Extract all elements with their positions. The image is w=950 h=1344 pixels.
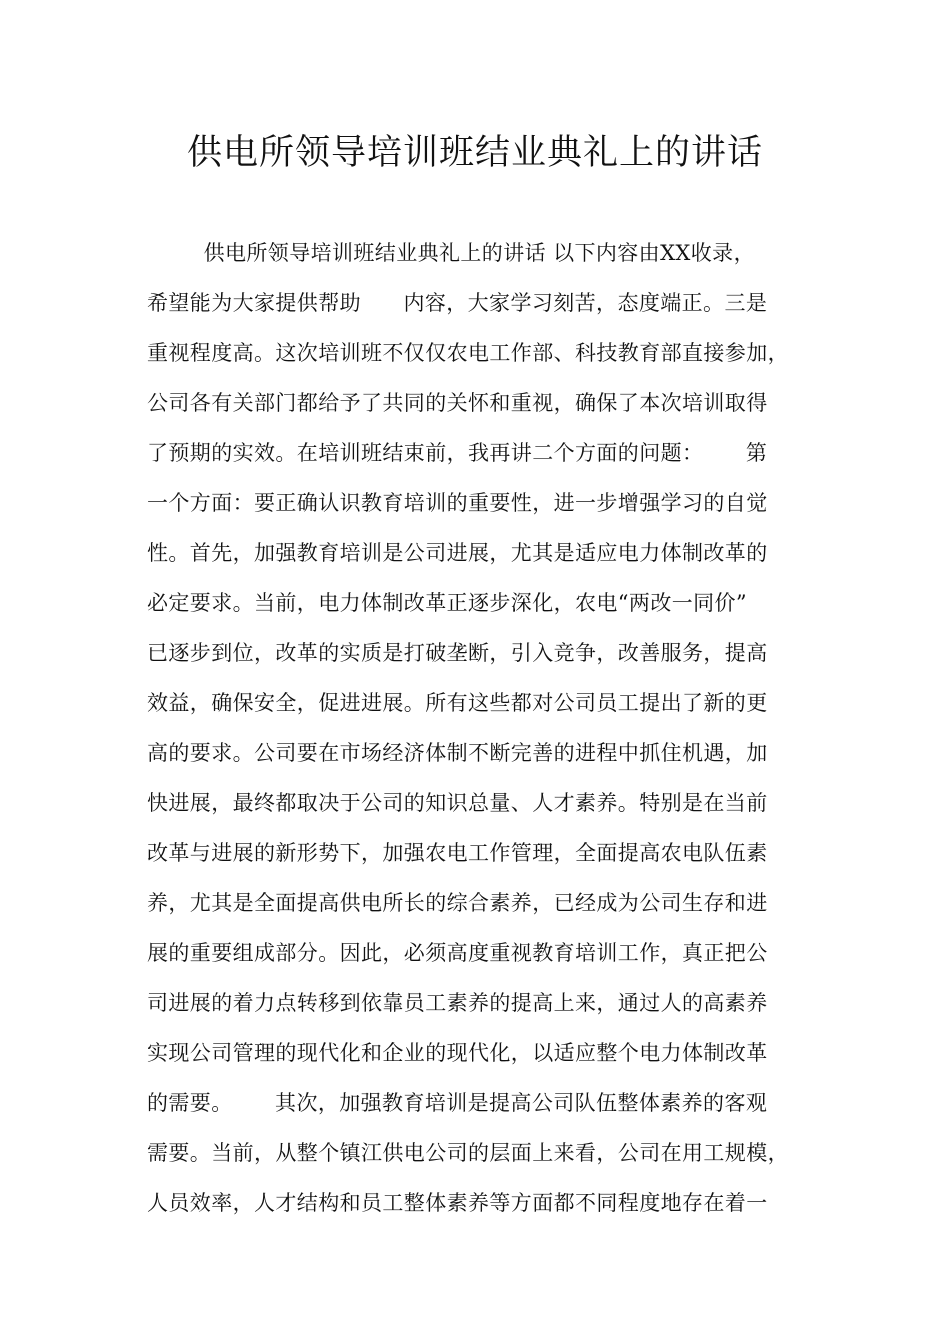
body-text-line: 改革与进展的新形势下，加强农电工作管理，全面提高农电队伍素 — [147, 841, 768, 865]
body-text-line: 了预期的实效。在培训班结束前，我再讲二个方面的问题： 第 — [147, 441, 768, 465]
document-title: 供电所领导培训班结业典礼上的讲话 — [186, 133, 763, 173]
body-text-line: 供电所领导培训班结业典礼上的讲话 以下内容由XX收录， — [147, 241, 755, 265]
body-text-line: 希望能为大家提供帮助 内容，大家学习刻苦，态度端正。三是 — [147, 291, 768, 315]
body-text-line: 实现公司管理的现代化和企业的现代化，以适应整个电力体制改革 — [147, 1041, 768, 1065]
body-text-line: 一个方面：要正确认识教育培训的重要性，进一步增强学习的自觉 — [147, 491, 768, 515]
body-text-line: 的需要。 其次，加强教育培训是提高公司队伍整体素养的客观 — [147, 1091, 768, 1115]
body-text-line: 养，尤其是全面提高供电所长的综合素养，已经成为公司生存和进 — [147, 891, 768, 915]
body-text-line: 重视程度高。这次培训班不仅仅农电工作部、科技教育部直接参加， — [147, 341, 789, 365]
body-text-line: 公司各有关部门都给予了共同的关怀和重视，确保了本次培训取得 — [147, 391, 768, 415]
body-text-line: 高的要求。公司要在市场经济体制不断完善的进程中抓住机遇，加 — [147, 741, 768, 765]
body-text-line: 已逐步到位，改革的实质是打破垄断，引入竞争，改善服务，提高 — [147, 641, 768, 665]
body-text-line: 必定要求。当前，电力体制改革正逐步深化，农电“两改一同价” — [147, 591, 748, 615]
body-text-line: 效益，确保安全，促进进展。所有这些都对公司员工提出了新的更 — [147, 691, 768, 715]
body-text-line: 司进展的着力点转移到依靠员工素养的提高上来，通过人的高素养 — [147, 991, 768, 1015]
body-text-line: 快进展，最终都取决于公司的知识总量、人才素养。特别是在当前 — [147, 791, 768, 815]
body-text-line: 需要。当前，从整个镇江供电公司的层面上来看，公司在用工规模， — [147, 1141, 789, 1165]
body-text-line: 性。首先，加强教育培训是公司进展，尤其是适应电力体制改革的 — [147, 541, 768, 565]
document-body — [147, 228, 837, 1228]
body-text-line: 展的重要组成部分。因此，必须高度重视教育培训工作，真正把公 — [147, 941, 768, 965]
body-text-line: 人员效率，人才结构和员工整体素养等方面都不同程度地存在着一 — [147, 1191, 768, 1215]
